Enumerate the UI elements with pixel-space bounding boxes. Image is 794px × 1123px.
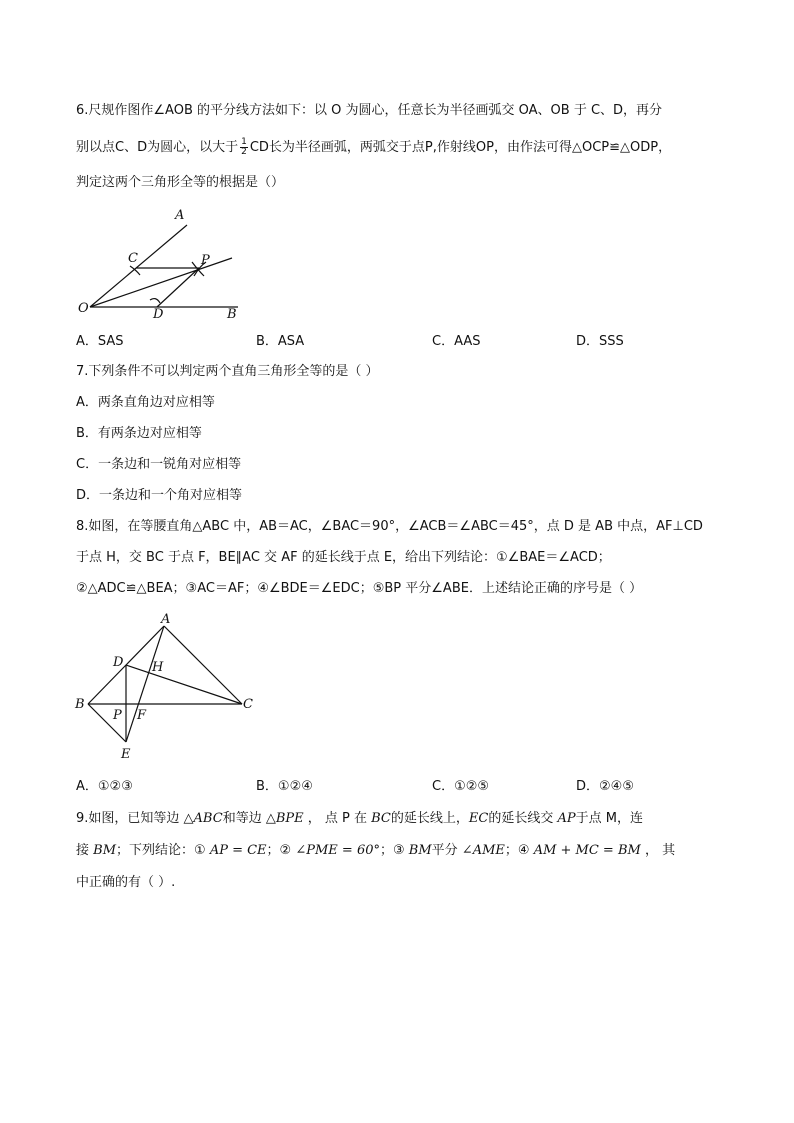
q9-math-angle-ame: ∠AME <box>461 843 505 858</box>
q6-ray-op <box>90 258 232 307</box>
q8-option-a[interactable]: A．①②③ <box>76 779 133 794</box>
q6-segment-dp <box>157 268 199 307</box>
q9-text: 于点 M，连 <box>575 811 643 826</box>
q7-option-d[interactable]: D．一条边和一个角对应相等 <box>76 488 243 503</box>
q6-arc-c <box>130 266 140 275</box>
q9-text: 和等边 <box>222 811 266 826</box>
q6-line1: 6.尺规作图作∠AOB 的平分线方法如下：以 O 为圆心，任意长为半径画弧交 OA、OB 于 C、D，再分 <box>76 103 663 118</box>
q8-option-b[interactable]: B．①②④ <box>256 779 313 794</box>
q6-fraction <box>240 138 248 157</box>
q9-line1 <box>76 810 643 828</box>
q6-line2-post: CD长为半径画弧，两弧交于点P,作射线OP，由作法可得△OCP≌△ODP， <box>249 140 672 155</box>
q6-label-a: A <box>175 208 185 223</box>
q6-label-c: C <box>128 251 138 266</box>
q9-text: ；② <box>266 843 296 858</box>
q6-option-a[interactable]: A．SAS <box>76 334 124 349</box>
q8-figure <box>70 608 270 768</box>
q6-label-p: P <box>201 253 210 268</box>
q6-option-b[interactable]: B．ASA <box>256 334 305 349</box>
q7-option-a[interactable]: A．两条直角边对应相等 <box>76 395 215 410</box>
q7-option-c[interactable]: C．一条边和一锐角对应相等 <box>76 457 242 472</box>
q9-math-bm: BM <box>408 843 432 858</box>
q9-math-ap-eq-ce: AP = CE <box>209 843 267 858</box>
q9-text: 接 <box>76 843 94 858</box>
q9-line3: 中正确的有（ ）. <box>76 875 176 890</box>
q8-side-ac <box>164 626 242 704</box>
q8-line2: 于点 H，交 BC 于点 F，BE∥AC 交 AF 的延长线于点 E，给出下列结论：①∠BAE＝∠ACD； <box>76 550 611 565</box>
q8-option-c[interactable]: C．①②⑤ <box>432 779 490 794</box>
q7-stem: 7.下列条件不可以判定两个直角三角形全等的是（ ） <box>76 364 379 379</box>
q8-segment-ae <box>126 626 164 742</box>
q9-text: ；④ <box>504 843 534 858</box>
q9-math-am-mc-bm: AM + MC = BM <box>533 843 641 858</box>
q9-text: 的延长线交 <box>488 811 558 826</box>
q9-text: 平分 <box>431 843 462 858</box>
q9-math-bc: BC <box>371 811 391 826</box>
q6-ray-oa <box>90 225 187 307</box>
q8-label-c: C <box>243 697 253 712</box>
q9-line2 <box>76 842 675 860</box>
q9-text: ， 点 P 在 <box>303 811 372 826</box>
q8-line3: ②△ADC≌△BEA；③AC＝AF；④∠BDE＝∠EDC；⑤BP 平分∠ABE．上述结论正确的序号是（ ） <box>76 581 643 596</box>
q9-math-triangle-abc: △ABC <box>183 811 223 826</box>
q9-math-triangle-bpe: △BPE <box>265 811 304 826</box>
q9-text: ；③ <box>379 843 409 858</box>
q6-option-c[interactable]: C．AAS <box>432 334 481 349</box>
q6-frac-den: 2 <box>241 147 247 157</box>
q9-math-bm: BM <box>93 843 117 858</box>
q9-math-ec: EC <box>468 811 489 826</box>
q8-label-b: B <box>75 697 85 712</box>
q9-math-ap: AP <box>557 811 576 826</box>
q6-option-d[interactable]: D．SSS <box>576 334 624 349</box>
q8-label-f: F <box>137 708 147 723</box>
q9-text: 9.如图，已知等边 <box>76 811 184 826</box>
q6-label-o: O <box>78 301 89 316</box>
q8-label-a: A <box>161 612 171 627</box>
q8-line1: 8.如图，在等腰直角△ABC 中，AB＝AC，∠BAC＝90°，∠ACB＝∠ABC＝45°，点 D 是 AB 中点，AF⊥CD <box>76 519 703 534</box>
q8-label-p: P <box>113 708 122 723</box>
q6-frac-num: 1 <box>241 137 247 147</box>
q6-figure <box>70 200 270 325</box>
q6-label-d: D <box>153 307 164 322</box>
q8-label-d: D <box>113 655 124 670</box>
q9-text: ；下列结论：① <box>116 843 210 858</box>
q7-option-b[interactable]: B．有两条边对应相等 <box>76 426 202 441</box>
q8-label-e: E <box>121 747 131 762</box>
q9-math-angle-pme: ∠PME = 60° <box>295 843 380 858</box>
q6-label-b: B <box>227 307 237 322</box>
q6-line3: 判定这两个三角形全等的根据是（） <box>76 175 285 190</box>
q6-line2-pre: 别以点C、D为圆心，以大于 <box>76 140 239 155</box>
q9-text: ， 其 <box>640 843 676 858</box>
q9-text: 的延长线上， <box>390 811 469 826</box>
q8-label-h: H <box>152 660 164 675</box>
q6-line2 <box>76 138 671 157</box>
q8-option-d[interactable]: D．②④⑤ <box>576 779 634 794</box>
q6-arc-d <box>150 299 160 303</box>
q8-segment-cd <box>126 665 242 704</box>
